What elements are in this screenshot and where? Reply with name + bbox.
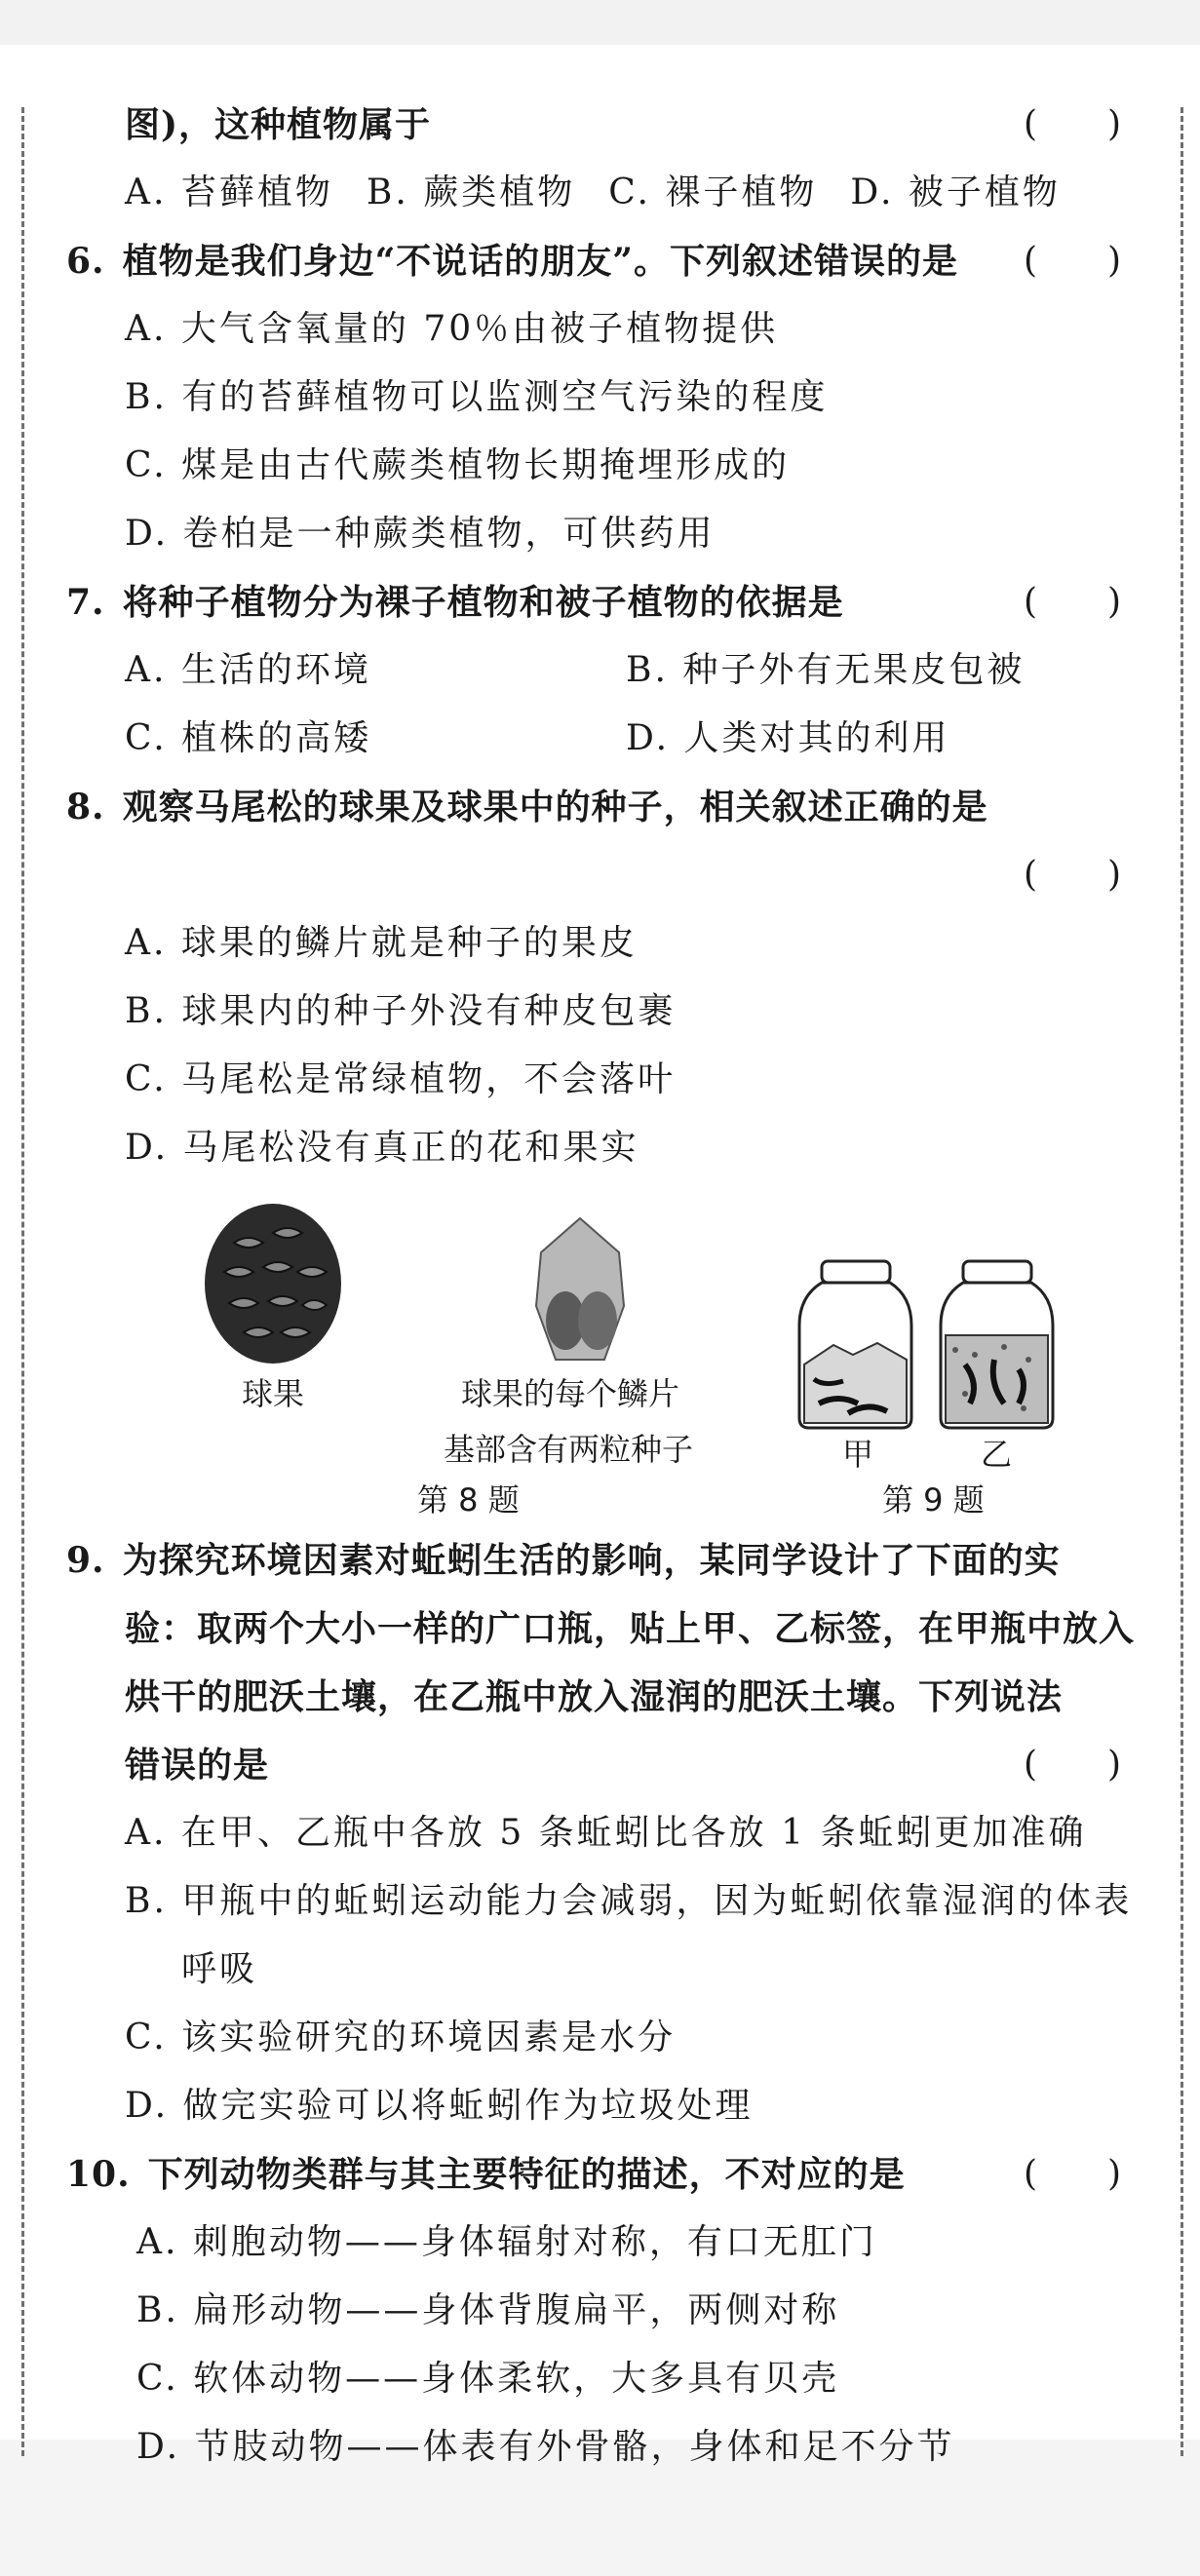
- q5-stem-end: 图)，这种植物属于: [125, 104, 432, 145]
- right-dashed-margin: [1181, 107, 1183, 2456]
- q6-option-d[interactable]: D. 卷柏是一种蕨类植物，可供药用: [125, 514, 716, 554]
- left-dashed-margin: [21, 107, 24, 2456]
- q10-option-d[interactable]: D. 节肢动物——体表有外骨骼，身体和足不分节: [136, 2427, 955, 2467]
- q6-option-a[interactable]: A. 大气含氧量的 70％由被子植物提供: [125, 309, 779, 349]
- q9-number: 9.: [66, 1540, 105, 1581]
- page-top-edge: [0, 0, 1200, 45]
- q6-answer-bracket[interactable]: ( ): [1024, 241, 1122, 281]
- q7-number: 7.: [66, 582, 105, 623]
- q10-number: 10.: [66, 2154, 131, 2195]
- q7-stem: [66, 579, 844, 626]
- q9-stem-line-1: [66, 1537, 1061, 1584]
- q5-option-a[interactable]: A. 苔藓植物: [125, 173, 333, 212]
- q7-option-b[interactable]: B. 种子外有无果皮包被: [626, 650, 1026, 690]
- jar-b-illustration: [936, 1257, 1058, 1433]
- q9-option-d[interactable]: D. 做完实验可以将蚯蚓作为垃圾处理: [125, 2086, 754, 2126]
- q6-option-b[interactable]: B. 有的苔藓植物可以监测空气污染的程度: [125, 377, 829, 417]
- q9-text-line-1: 为探究环境因素对蚯蚓生活的影响，某同学设计了下面的实: [122, 1540, 1061, 1581]
- jar-b-label: 乙: [981, 1436, 1013, 1473]
- figure-9-caption: 第 9 题: [882, 1481, 985, 1519]
- q8-text: 观察马尾松的球果及球果中的种子，相关叙述正确的是: [122, 787, 988, 827]
- cone-scale-illustration: [522, 1213, 639, 1369]
- q8-stem: [66, 784, 988, 830]
- q9-stem-line-4: 错误的是: [125, 1745, 270, 1786]
- q5-option-c[interactable]: C. 裸子植物: [608, 173, 818, 212]
- q8-option-a[interactable]: A. 球果的鳞片就是种子的果皮: [125, 923, 638, 963]
- scale-label-line-1: 球果的每个鳞片: [461, 1375, 680, 1412]
- q10-text: 下列动物类群与其主要特征的描述，不对应的是: [147, 2154, 906, 2195]
- q9-option-a[interactable]: A. 在甲、乙瓶中各放 5 条蚯蚓比各放 1 条蚯蚓更加准确: [125, 1813, 1087, 1853]
- q6-number: 6.: [66, 241, 105, 282]
- q10-answer-bracket[interactable]: ( ): [1024, 2154, 1122, 2194]
- jar-a-illustration: [794, 1257, 916, 1433]
- q10-option-c[interactable]: C. 软体动物——身体柔软，大多具有贝壳: [136, 2359, 840, 2399]
- q10-option-a[interactable]: A. 刺胞动物——身体辐射对称，有口无肛门: [136, 2222, 877, 2262]
- q5-option-b[interactable]: B. 蕨类植物: [366, 173, 576, 212]
- q5-option-d[interactable]: D. 被子植物: [850, 173, 1061, 212]
- q5-options-row: [125, 170, 1094, 216]
- q9-option-b-continued[interactable]: 呼吸: [181, 1949, 258, 1989]
- q9-answer-bracket[interactable]: ( ): [1024, 1745, 1122, 1785]
- q9-option-c[interactable]: C. 该实验研究的环境因素是水分: [125, 2018, 677, 2057]
- q7-option-d[interactable]: D. 人类对其的利用: [626, 718, 950, 758]
- cone-label: 球果: [242, 1375, 305, 1412]
- q5-answer-bracket[interactable]: ( ): [1024, 104, 1122, 144]
- q8-option-c[interactable]: C. 马尾松是常绿植物，不会落叶: [125, 1059, 677, 1099]
- q9-option-b[interactable]: B. 甲瓶中的蚯蚓运动能力会减弱，因为蚯蚓依靠湿润的体表: [125, 1881, 1133, 1921]
- pine-cone-illustration: [195, 1194, 351, 1369]
- figure-8-caption: 第 8 题: [417, 1481, 520, 1519]
- scale-label-line-2: 基部含有两粒种子: [444, 1431, 694, 1468]
- q8-option-b[interactable]: B. 球果内的种子外没有种皮包裹: [125, 991, 677, 1031]
- q10-option-b[interactable]: B. 扁形动物——身体背腹扁平，两侧对称: [136, 2290, 840, 2330]
- q6-text: 植物是我们身边“不说话的朋友”。下列叙述错误的是: [122, 241, 959, 282]
- q8-answer-bracket[interactable]: ( ): [1024, 855, 1122, 895]
- q9-stem-line-3: 烘干的肥沃土壤，在乙瓶中放入湿润的肥沃土壤。下列说法: [125, 1676, 1064, 1717]
- q6-option-c[interactable]: C. 煤是由古代蕨类植物长期掩埋形成的: [125, 445, 791, 485]
- q10-stem: [66, 2151, 906, 2198]
- q7-option-c[interactable]: C. 植株的高矮: [125, 718, 372, 758]
- jar-a-label: 甲: [842, 1436, 874, 1473]
- q7-answer-bracket[interactable]: ( ): [1024, 582, 1122, 622]
- q8-number: 8.: [66, 787, 105, 827]
- q9-stem-line-2: 验：取两个大小一样的广口瓶，贴上甲、乙标签，在甲瓶中放入: [125, 1608, 1136, 1649]
- q7-option-a[interactable]: A. 生活的环境: [125, 650, 371, 690]
- q8-option-d[interactable]: D. 马尾松没有真正的花和果实: [125, 1128, 639, 1168]
- q6-stem: [66, 238, 958, 285]
- q7-text: 将种子植物分为裸子植物和被子植物的依据是: [122, 582, 844, 623]
